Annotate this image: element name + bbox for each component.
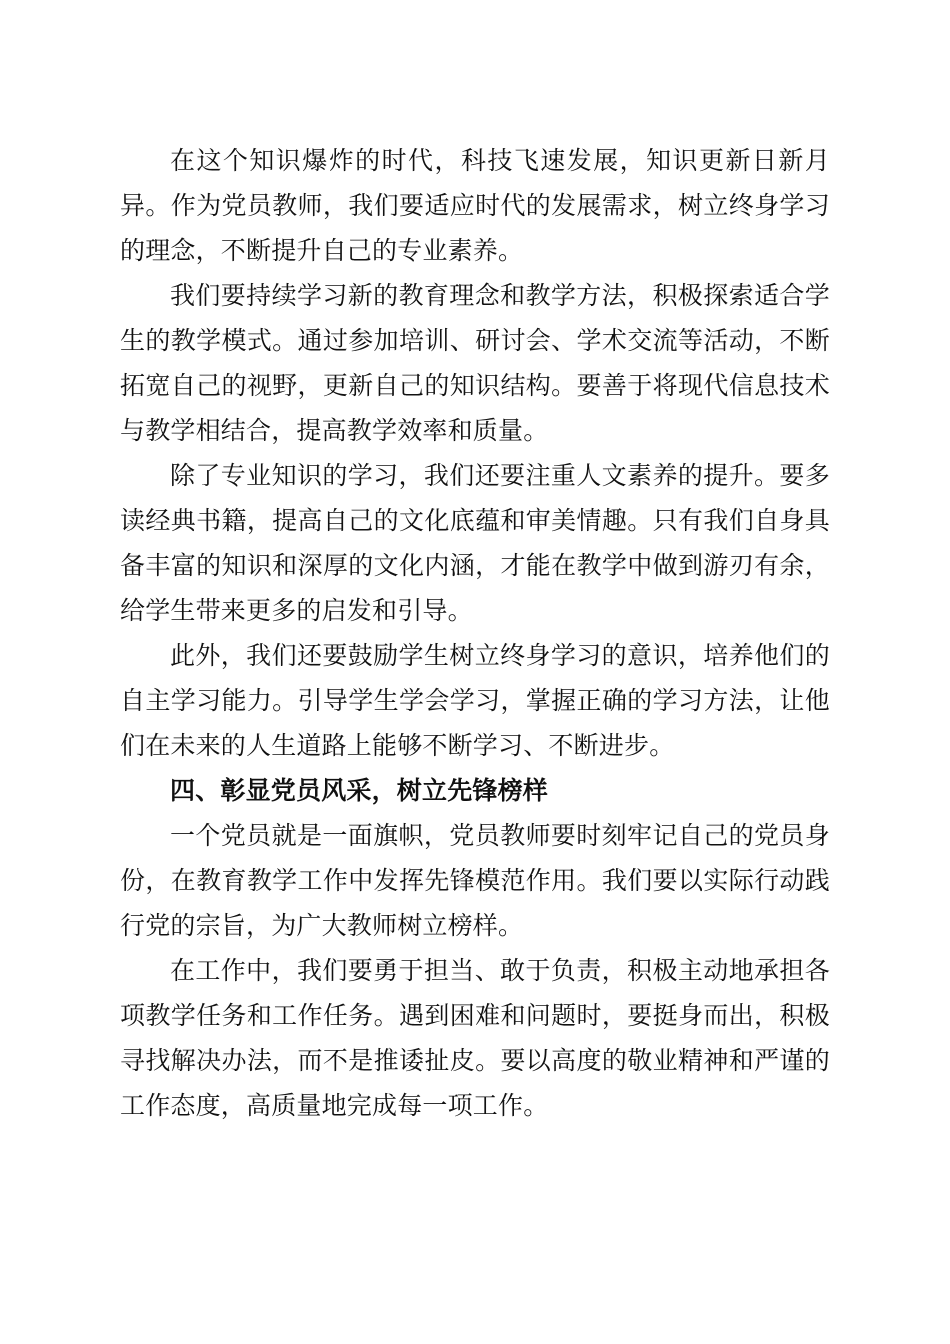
paragraph-lifelong-learning-intro: 在这个知识爆炸的时代，科技飞速发展，知识更新日新月异。作为党员教师，我们要适应时代的发展需求，树立终身学习的理念，不断提升自己的专业素养。: [120, 146, 830, 265]
paragraph-humanities-literacy: 除了专业知识的学习，我们还要注重人文素养的提升。要多读经典书籍，提高自己的文化底蕴和审美情趣。只有我们自身具备丰富的知识和深厚的文化内涵，才能在教学中做到游刃有余，给学生带来更多的启发和引导。: [120, 461, 830, 625]
section-heading-four: 四、彰显党员风采，树立先锋榜样: [170, 776, 549, 805]
paragraph-work-responsibility: 在工作中，我们要勇于担当、敢于负责，积极主动地承担各项教学任务和工作任务。遇到困难和问题时，要挺身而出，积极寻找解决办法，而不是推诿扯皮。要以高度的敬业精神和严谨的工作态度，高质量地完成每一项工作。: [120, 956, 830, 1120]
paragraph-party-member-role: 一个党员就是一面旗帜，党员教师要时刻牢记自己的党员身份，在教育教学工作中发挥先锋模范作用。我们要以实际行动践行党的宗旨，为广大教师树立榜样。: [120, 821, 830, 940]
paragraph-teaching-methods: 我们要持续学习新的教育理念和教学方法，积极探索适合学生的教学模式。通过参加培训、研讨会、学术交流等活动，不断拓宽自己的视野，更新自己的知识结构。要善于将现代信息技术与教学相结合，提高教学效率和质量。: [120, 281, 830, 445]
document-page: [120, 138, 830, 1128]
paragraph-student-learning: 此外，我们还要鼓励学生树立终身学习的意识，培养他们的自主学习能力。引导学生学会学习，掌握正确的学习方法，让他们在未来的人生道路上能够不断学习、不断进步。: [120, 641, 830, 760]
